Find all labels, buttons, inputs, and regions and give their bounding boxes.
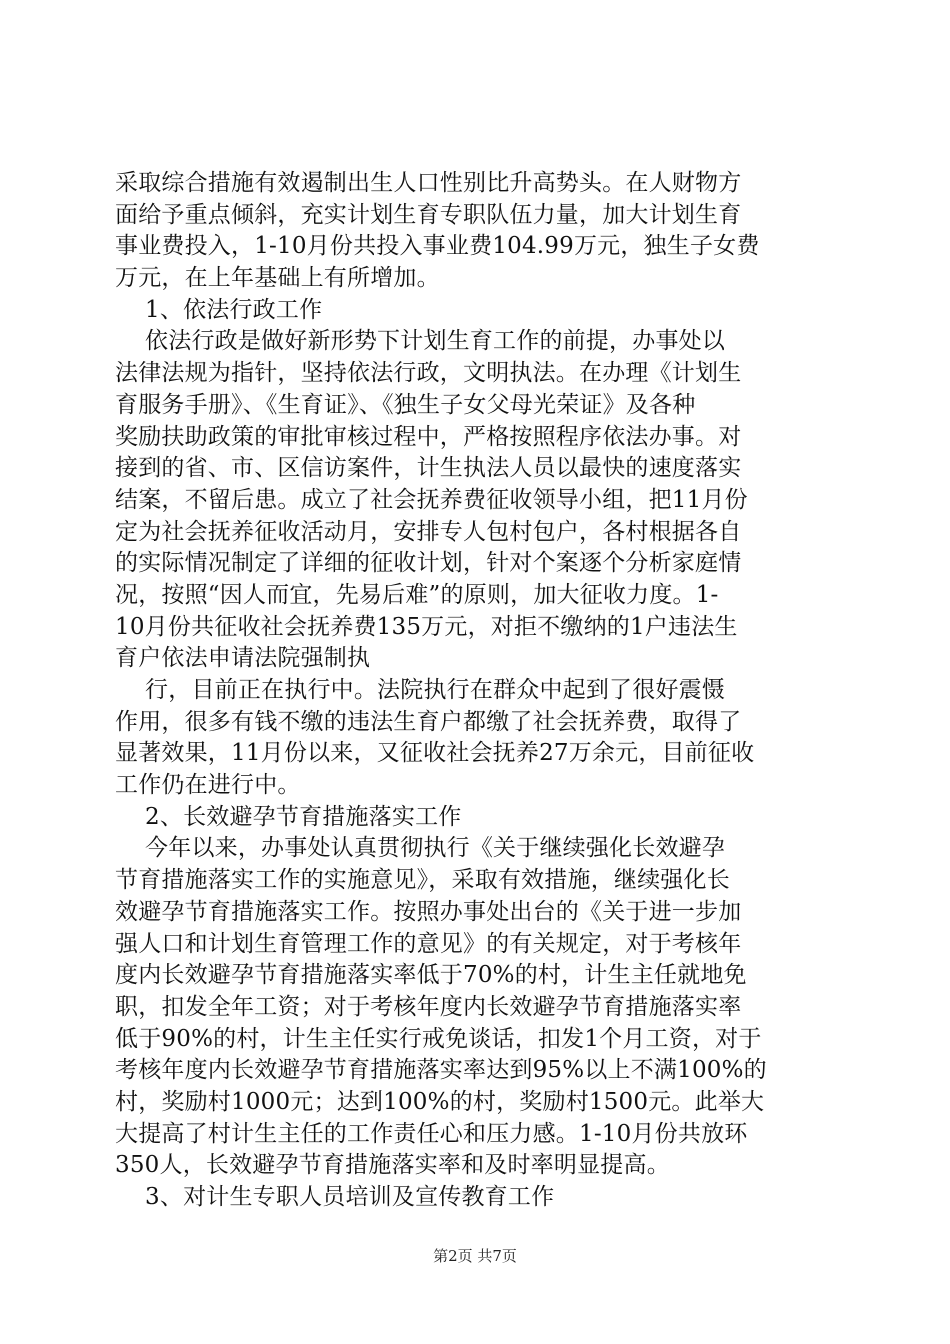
text-line: 作用，很多有钱不缴的违法生育户都缴了社会抚养费，取得了 [115,708,742,735]
text-line: 结案，不留后患。成立了社会抚养费征收领导小组，把11月份 [115,486,748,513]
document-body [115,168,835,1214]
text-line: 行，目前正在执行中。法院执行在群众中起到了很好震慑 [115,677,726,703]
text-line: 采取综合措施有效遏制出生人口性别比升高势头。在人财物方 [115,170,742,196]
text-line: 强人口和计划生育管理工作的意见》的有关规定，对于考核年 [115,930,742,957]
page-footer: 第2页 共7页 [433,1247,517,1265]
text-line: 今年以来，办事处认真贯彻执行《关于继续强化长效避孕 [115,835,726,862]
text-line: 依法行政是做好新形势下计划生育工作的前提，办事处以 [115,328,726,355]
text-line: 奖励扶助政策的审批审核过程中，严格按照程序依法办事。对 [115,423,742,450]
text-line: 效避孕节育措施落实工作。按照办事处出台的《关于进一步加 [115,898,742,925]
text-line: 3、对计生专职人员培训及宣传教育工作 [115,1184,555,1210]
text-line: 显著效果，11月份以来，又征收社会抚养27万余元，目前征收 [115,740,755,767]
text-line: 工作仍在进行中。 [115,772,301,799]
text-line: 况，按照“因人而宜，先易后难”的原则，加大征收力度。1- [115,581,719,608]
text-line: 村，奖励村1000元；达到100%的村，奖励村1500元。此举大 [115,1088,765,1115]
text-line: 节育措施落实工作的实施意见》，采取有效措施，继续强化长 [115,867,730,894]
text-line: 职，扣发全年工资；对于考核年度内长效避孕节育措施落实率 [115,993,742,1020]
text-line: 低于90%的村，计生主任实行戒免谈话，扣发1个月工资，对于 [115,1025,762,1052]
text-line: 事业费投入，1-10月份共投入事业费104.99万元，独生子女费 [115,233,760,260]
text-line: 育户依法申请法院强制执 [115,645,371,672]
text-line: 大提高了村计生主任的工作责任心和压力感。1-10月份共放环 [115,1120,748,1147]
text-line: 度内长效避孕节育措施落实率低于70%的村，计生主任就地免 [115,962,747,989]
text-line: 1、依法行政工作 [115,296,323,323]
text-line: 面给予重点倾斜，充实计划生育专职队伍力量，加大计划生育 [115,201,742,228]
text-line: 定为社会抚养征收活动月，安排专人包村包户，各村根据各自 [115,518,742,545]
text-line: 考核年度内长效避孕节育措施落实率达到95%以上不满100%的 [115,1057,767,1084]
text-line: 育服务手册》、《生育证》、《独生子女父母光荣证》及各种 [115,391,696,418]
text-line: 350人，长效避孕节育措施落实率和及时率明显提高。 [115,1152,670,1179]
text-line: 的实际情况制定了详细的征收计划，针对个案逐个分析家庭情 [115,550,742,577]
text-line: 10月份共征收社会抚养费135万元，对拒不缴纳的1户违法生 [115,613,738,640]
text-line: 法律法规为指针，坚持依法行政，文明执法。在办理《计划生 [115,360,742,387]
text-line: 2、长效避孕节育措施落实工作 [115,803,462,830]
text-line: 接到的省、市、区信访案件，计生执法人员以最快的速度落实 [115,455,742,482]
text-line: 万元，在上年基础上有所增加。 [115,265,440,292]
